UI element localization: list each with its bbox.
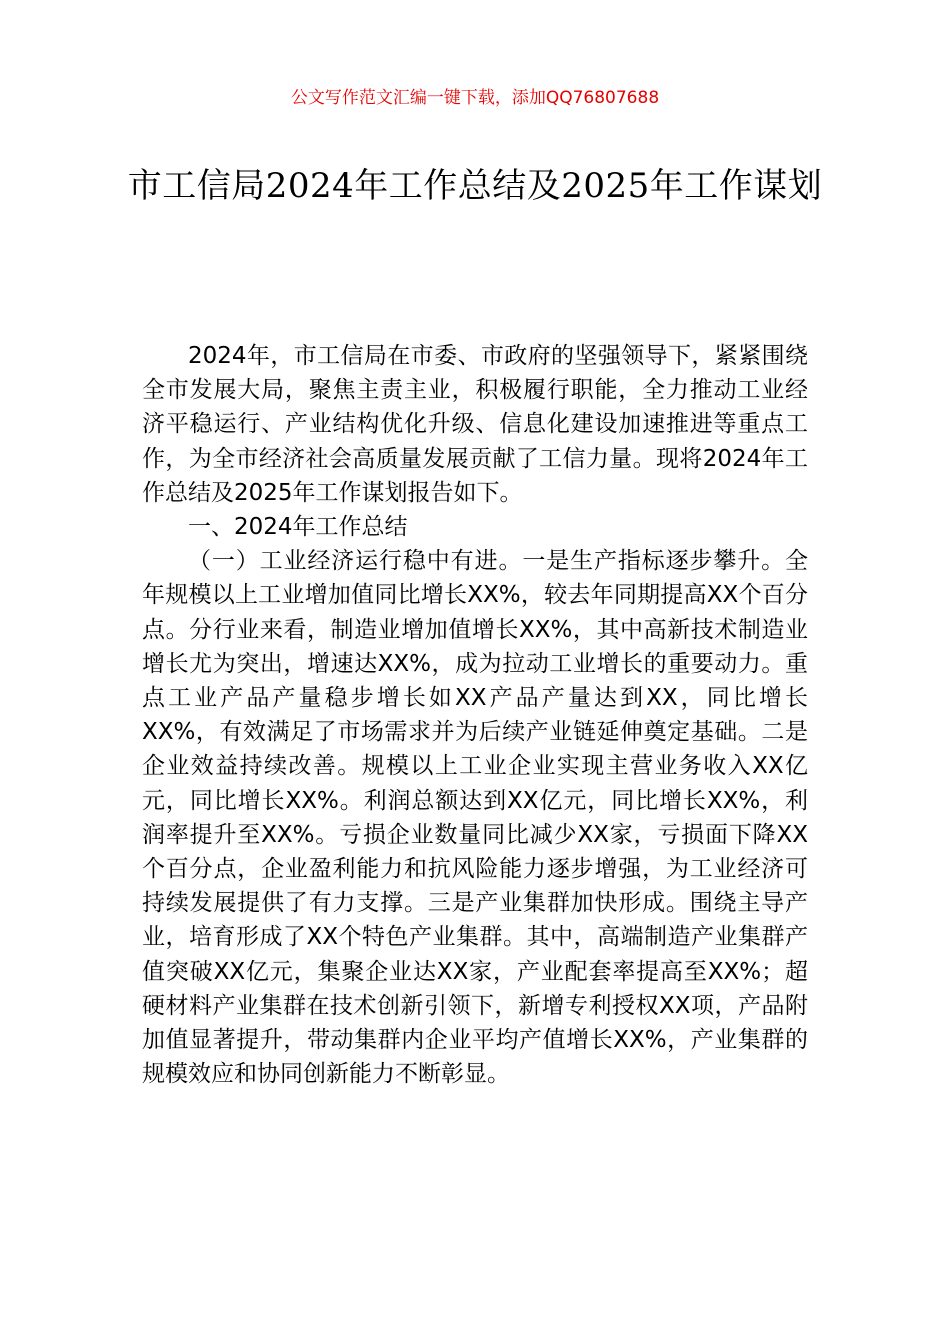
- watermark-note: 公文写作范文汇编一键下载，添加QQ76807688: [290, 88, 660, 108]
- section-heading: 一、2024年工作总结: [188, 514, 408, 541]
- body-paragraph: （一）工业经济运行稳中有进。一是生产指标逐步攀升。全年规模以上工业增加值同比增长XX%，较去年同期提高XX个百分点。分行业来看，制造业增加值增长XX%，其中高新技术制造业增长尤为突出，增速达XX%，成为拉动工业增长的重要动力。重点工业产品产量稳步增长如XX产品产量达到XX，同比增长XX%，有效满足了市场需求并为后续产业链延伸奠定基础。二是企业效益持续改善。规模以上工业企业实现主营业务收入XX亿元，同比增长XX%。利润总额达到XX亿元，同比增长XX%，利润率提升至XX%。亏损企业数量同比减少XX家，亏损面下降XX个百分点，企业盈利能力和抗风险能力逐步增强，为工业经济可持续发展提供了有力支撑。三是产业集群加快形成。围绕主导产业，培育形成了XX个特色产业集群。其中，高端制造产业集群产值突破XX亿元，集聚企业达XX家，产业配套率提高至XX%；超硬材料产业集群在技术创新引领下，新增专利授权XX项，产品附加值显著提升，带动集群内企业平均产值增长XX%，产业集群的规模效应和协同创新能力不断彰显。: [142, 548, 808, 1088]
- document-body: [142, 339, 808, 1091]
- intro-paragraph: 2024年，市工信局在市委、市政府的坚强领导下，紧紧围绕全市发展大局，聚焦主责主业，积极履行职能，全力推动工业经济平稳运行、产业结构优化升级、信息化建设加速推进等重点工作，为全市经济社会高质量发展贡献了工信力量。现将2024年工作总结及2025年工作谋划报告如下。: [142, 343, 808, 506]
- document-title: 市工信局2024年工作总结及2025年工作谋划: [127, 166, 823, 206]
